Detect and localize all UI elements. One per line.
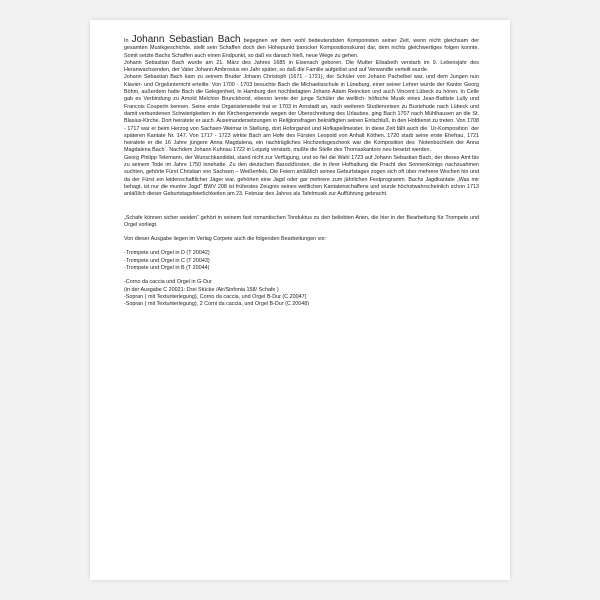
intro-lead: In — [124, 38, 129, 44]
schafe-paragraph: „Schafe können sicher weiden“ gehört in seinem fast romantischen Tonduktus zu den beliebten Arien, die hier in der Bearbeitung für Trompete und Orgel vorliegt. — [124, 214, 479, 228]
document-text — [124, 36, 479, 309]
edition-intro: Von dieser Ausgabe liegen im Verlag Corpete auch die folgenden Bearbeitungen vor: — [124, 236, 327, 243]
bio-paragraph-career: Johann Sebastian Bach kam zu seinem Bruder Johann Christoph (1671 - 1721), der Schüler von Johann Pachelbel war, und dem Jungen nun Klavier- und Orgelunterricht erteilte. Von 1700 - 1703 besuchte Bach die Michaelisschule in Lüneburg, einer seiner Lehrer wurde der Kantor Georg Böhm, außerdem hatte Bach die Gelegenheit, in Hamburg den hochbetagten Johann Adam Reincken und auch Vincent Lübeck zu hören. In Celle gab es Verbindung zu Arnold Melchior Brunckhorst, ebenso lernte der junge Schüler die weltlich- höfische Musik eines Jean-Battiste Lully und Francois Couperin kennen. Seine erste Organistenstelle trat er 1703 in Arnstadt an, nach weiteren Studienreisen zu Buxtehude nach Lübeck und damit verbundenen Schwierigkeiten in der Kirchengemeinde wegen der Überschreitung des Urlaubes, ging Bach 1707 nach Mühlhausen an die St. Blasius-Kirche. Dort heiratete er auch. Auseinandersetzungen in Religionsfragen bekräftigten seinen Entschluß, in den Hofdienst zu treten. Von 1708 - 1717 war er beim Herzog von Sachsen-Weimar in Stellung, dort Hoforganist und Hofkapellmeister. In diese Zeit fällt auch die `Ur-Komposition´ der späteren Kantate Nr. 147. Von 1717 - 1723 wirkte Bach am Hofe des Fürsten Leopold von Anhalt Köthen. 1720 starb seine erste Ehefrau, 1721 heiratete er die 16 Jahre jüngere Anna Magdalena, ein nachträgliches Hochzeitsgeschenk war die Komposition des `Notenbüchlein der Anna Magdalena Bach´. Nachdem Johann Kuhnau 1722 in Leipzig verstarb, mußte die Stelle des Thomaskantors neu besetzt werden. — [124, 74, 479, 154]
list-item: -Sopran ( mit Textunterlegung), Corno da caccia, und Orgel B-Dur (C 20047) — [124, 293, 307, 300]
intro-paragraph — [124, 36, 479, 60]
list-item: -Trompete und Orgel in C (T 20043) — [124, 257, 210, 264]
composer-name: Johann Sebastian Bach — [131, 34, 241, 45]
list-item: -Corno da caccia und Orgel in G-Dur — [124, 279, 212, 286]
list-item: -Sopran ( mit Textunterlegung), 2 Corni da caccia, und Orgel B-Dur (C 20048) — [124, 301, 310, 308]
list-item: (in der Ausgabe C 20021: Drei Stücke /Air/Sinfonia 158/ Schafe ) — [124, 286, 279, 293]
bio-paragraph-birth: Johann Sebastian Bach wurde am 21. März des Jahres 1685 in Eisenach geboren. Die Mutter Elisabeth verstarb im 9. Lebensjahr des Heranwachsenden, der Vater Johann Ambrosius ein Jahr später, so daß die Familie aufgelöst und auf Verwandte verteilt wurde. — [124, 59, 479, 74]
intro-text: begegnen wir dem wohl bedeutendsten Komponisten seiner Zeit, wenn nicht gleichsam der gesamten Musikgeschichte, stellt sein Schaffen doch den Höhepunkt barocker Kompositionskunst dar, dem nichts gleichwertiges folgen konnte. Somit setzte Bachs Schaffen auch einen Endpunkt, so daß es danach hieß, neue Wege zu gehen. — [124, 38, 479, 59]
document-page — [90, 20, 510, 580]
list-item: -Trompete und Orgel in B (T 20044) — [124, 265, 210, 272]
bio-paragraph-leipzig: Georg Philipp Telemann, der Wunschkandidat, stand nicht zur Verfügung, und so fiel die Wahl 1723 auf Johann Sebastian Bach, der dieses Amt bis zu seinem Tode im Jahre 1750 innehatte. Zu den deutschen Barockfürsten, die in ihrer Hofhaltung die Pracht des Sonnenkönigs nachzuahmen suchten, gehörte Fürst Christian von Sachsen – Weißenfels. Die Feiern anläßlich seines Geburtstages zogen sich oft über mehrere Wochen hin und da der Fürst ein leidenschaftlicher Jäger war, gehörten eine Jagd oder gar mehrere zum jährlichen Festprogramm. Bachs Jagdkantate „Was mir behagt, ist nur die muntre Jagd“ BWV 208 ist frühestes Zeugnis seines weltlichen Kantatenschaffens und wurde höchstwahrscheinlich schon 1713 anläßlich dieser Geburtstagsfeierlichkeiten am 23. Februar des Jahres als Tafelmusik zur Aufführung gebracht. — [124, 154, 479, 198]
list-item: -Trompete und Orgel in D (T 20042) — [124, 250, 210, 257]
